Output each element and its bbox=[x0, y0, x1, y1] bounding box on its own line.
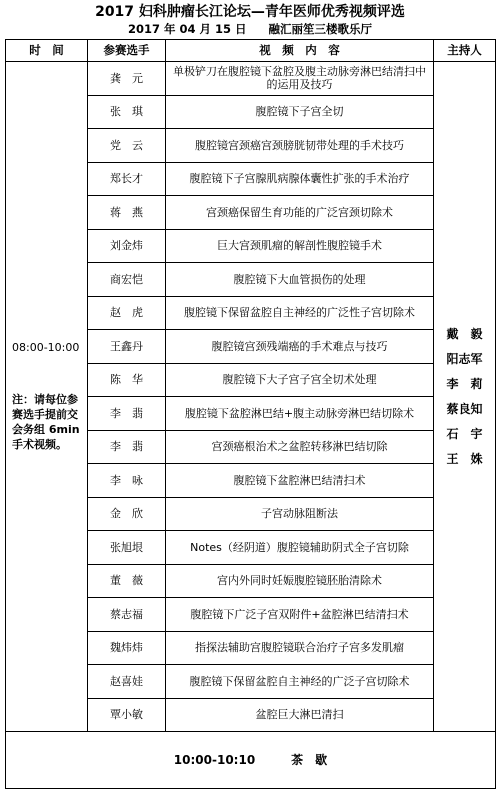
page-title: 2017 妇科肿瘤长江论坛—青年医师优秀视频评选 bbox=[95, 4, 405, 20]
column-header-host: 主持人 bbox=[434, 40, 496, 62]
break-time: 10:00-10:10 bbox=[173, 752, 256, 767]
video-title: 宫内外同时妊娠腹腔镜胚胎清除术 bbox=[166, 564, 434, 598]
video-title: 腹腔镜下盆腔淋巴结+腹主动脉旁淋巴结切除术 bbox=[166, 397, 434, 431]
video-title: 腹腔镜下子宫全切 bbox=[166, 95, 434, 129]
speaker-name: 李 咏 bbox=[88, 464, 166, 498]
video-title: 腹腔镜下子宫腺肌病腺体囊性扩张的手术治疗 bbox=[166, 162, 434, 196]
subtitle bbox=[0, 22, 500, 36]
hosts-cell bbox=[434, 62, 496, 732]
column-header-speaker: 参赛选手 bbox=[88, 40, 166, 62]
video-title: 宫颈癌根治术之盆腔转移淋巴结切除 bbox=[166, 430, 434, 464]
event-date: 2017 年 04 月 15 日 bbox=[127, 22, 247, 36]
speaker-name: 郑长才 bbox=[88, 162, 166, 196]
time-cell bbox=[6, 62, 88, 732]
table-row bbox=[6, 62, 496, 96]
tea-break-cell bbox=[6, 732, 496, 789]
video-title: 盆腔巨大淋巴清扫 bbox=[166, 698, 434, 732]
video-title: 腹腔镜下大血管损伤的处理 bbox=[166, 263, 434, 297]
schedule-table bbox=[5, 39, 496, 789]
speaker-name: 商宏恺 bbox=[88, 263, 166, 297]
speaker-name: 赵喜娃 bbox=[88, 665, 166, 699]
speaker-name: 魏炜炜 bbox=[88, 631, 166, 665]
video-title: 腹腔镜下保留盆腔自主神经的广泛性子宫切除术 bbox=[166, 296, 434, 330]
video-title: 腹腔镜宫颈残端癌的手术难点与技巧 bbox=[166, 330, 434, 364]
column-header-video: 视 频 内 容 bbox=[166, 40, 434, 62]
video-title: 指探法辅助宫腹腔镜联合治疗子宫多发肌瘤 bbox=[166, 631, 434, 665]
speaker-name: 张 琪 bbox=[88, 95, 166, 129]
host-name: 石 宇 bbox=[446, 427, 483, 441]
speaker-name: 王鑫丹 bbox=[88, 330, 166, 364]
video-title: Notes（经阴道）腹腔镜辅助阴式全子宫切除 bbox=[166, 531, 434, 565]
video-title: 腹腔镜下盆腔淋巴结清扫术 bbox=[166, 464, 434, 498]
host-name: 李 莉 bbox=[446, 377, 483, 391]
video-title: 腹腔镜下保留盆腔自主神经的广泛子宫切除术 bbox=[166, 665, 434, 699]
event-venue: 融汇丽笙三楼歌乐厅 bbox=[268, 22, 373, 36]
speaker-name: 刘金炜 bbox=[88, 229, 166, 263]
speaker-name: 李 翡 bbox=[88, 430, 166, 464]
video-title: 腹腔镜下大子宫子宫全切术处理 bbox=[166, 363, 434, 397]
speaker-name: 龚 元 bbox=[88, 62, 166, 96]
schedule-body bbox=[6, 62, 496, 732]
video-title: 腹腔镜下广泛子宫双附件+盆腔淋巴结清扫术 bbox=[166, 598, 434, 632]
video-title: 单极铲刀在腹腔镜下盆腔及腹主动脉旁淋巴结清扫中的运用及技巧 bbox=[166, 62, 434, 96]
speaker-name: 党 云 bbox=[88, 129, 166, 163]
speaker-name: 覃小敏 bbox=[88, 698, 166, 732]
speaker-name: 董 薇 bbox=[88, 564, 166, 598]
speaker-name: 蒋 燕 bbox=[88, 196, 166, 230]
video-title: 宫颈癌保留生育功能的广泛宫颈切除术 bbox=[166, 196, 434, 230]
speaker-name: 张旭垠 bbox=[88, 531, 166, 565]
break-label: 茶 歇 bbox=[291, 752, 328, 767]
host-name: 蔡良知 bbox=[446, 402, 483, 416]
host-name: 王 姝 bbox=[446, 452, 483, 466]
video-title: 腹腔镜宫颈癌宫颈膀胱韧带处理的手术技巧 bbox=[166, 129, 434, 163]
speaker-name: 李 翡 bbox=[88, 397, 166, 431]
speaker-name: 蔡志福 bbox=[88, 598, 166, 632]
speaker-name: 金 欣 bbox=[88, 497, 166, 531]
host-name: 阳志军 bbox=[446, 352, 483, 366]
table-header-row bbox=[6, 40, 496, 62]
column-header-time: 时 间 bbox=[6, 40, 88, 62]
time-slot: 08:00-10:00 bbox=[12, 341, 80, 354]
submission-note: 注：请每位参赛选手提前交会务组 6min 手术视频。 bbox=[12, 393, 80, 451]
break-row bbox=[6, 732, 496, 789]
speaker-name: 赵 虎 bbox=[88, 296, 166, 330]
host-name: 戴 毅 bbox=[446, 327, 483, 341]
video-title: 巨大宫颈肌瘤的解剖性腹腔镜手术 bbox=[166, 229, 434, 263]
video-title: 子宫动脉阻断法 bbox=[166, 497, 434, 531]
speaker-name: 陈 华 bbox=[88, 363, 166, 397]
